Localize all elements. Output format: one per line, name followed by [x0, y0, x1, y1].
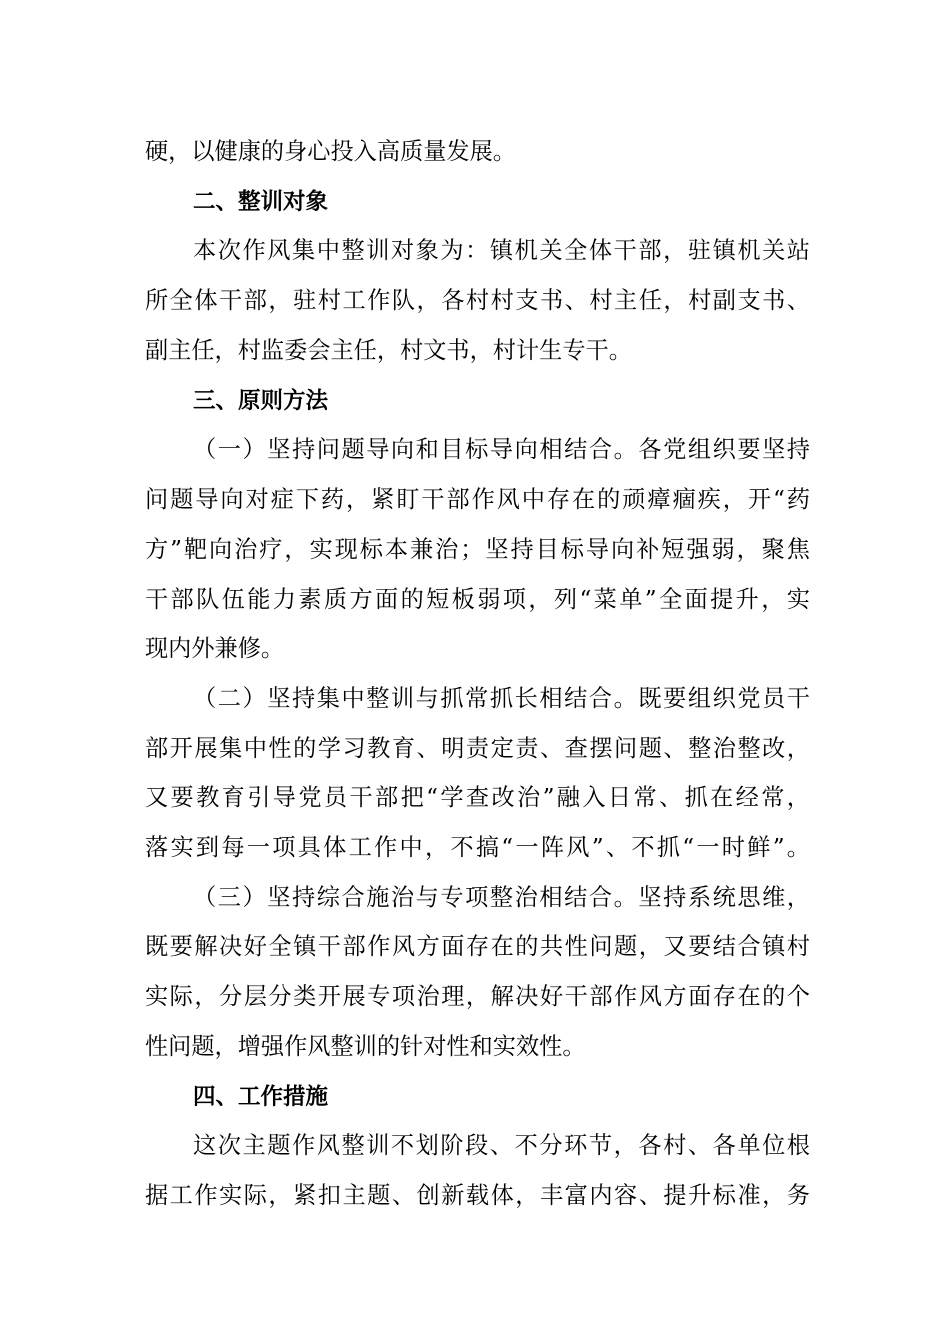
section-heading: 四、工作措施	[193, 1084, 329, 1110]
paragraph-line: 性问题，增强作风整训的针对性和实效性。	[145, 1033, 586, 1060]
paragraph-line: 落实到每一项具体工作中，不搞“一阵风”、不抓“一时鲜”。	[145, 834, 810, 861]
paragraph-line: （二）坚持集中整训与抓常抓长相结合。既要组织党员干	[193, 685, 810, 712]
paragraph-line: 硬，以健康的身心投入高质量发展。	[145, 138, 516, 165]
paragraph-line: 本次作风集中整训对象为：镇机关全体干部，驻镇机关站	[193, 237, 810, 264]
paragraph-line: 方”靶向治疗，实现标本兼治；坚持目标导向补短强弱，聚焦	[145, 536, 810, 563]
section-heading: 二、整训对象	[193, 189, 329, 215]
paragraph-line: 现内外兼修。	[145, 635, 285, 662]
paragraph-line: （一）坚持问题导向和目标导向相结合。各党组织要坚持	[193, 436, 810, 463]
paragraph-line: 这次主题作风整训不划阶段、不分环节，各村、各单位根	[193, 1132, 810, 1159]
paragraph-line: （三）坚持综合施治与专项整治相结合。坚持系统思维，	[193, 884, 810, 911]
paragraph-line: 干部队伍能力素质方面的短板弱项，列“菜单”全面提升，实	[145, 586, 810, 613]
paragraph-line: 既要解决好全镇干部作风方面存在的共性问题，又要结合镇村	[145, 933, 810, 960]
paragraph-line: 又要教育引导党员干部把“学查改治”融入日常、抓在经常，	[145, 784, 810, 811]
paragraph-line: 据工作实际，紧扣主题、创新载体，丰富内容、提升标准，务	[145, 1182, 810, 1209]
paragraph-line: 所全体干部，驻村工作队，各村村支书、村主任，村副支书、	[145, 287, 810, 314]
paragraph-line: 实际，分层分类开展专项治理，解决好干部作风方面存在的个	[145, 983, 810, 1010]
paragraph-line: 副主任，村监委会主任，村文书，村计生专干。	[145, 337, 632, 364]
section-heading: 三、原则方法	[193, 388, 329, 414]
paragraph-line: 部开展集中性的学习教育、明责定责、查摆问题、整治整改，	[145, 735, 810, 762]
paragraph-line: 问题导向对症下药，紧盯干部作风中存在的顽瘴痼疾，开“药	[145, 486, 810, 513]
